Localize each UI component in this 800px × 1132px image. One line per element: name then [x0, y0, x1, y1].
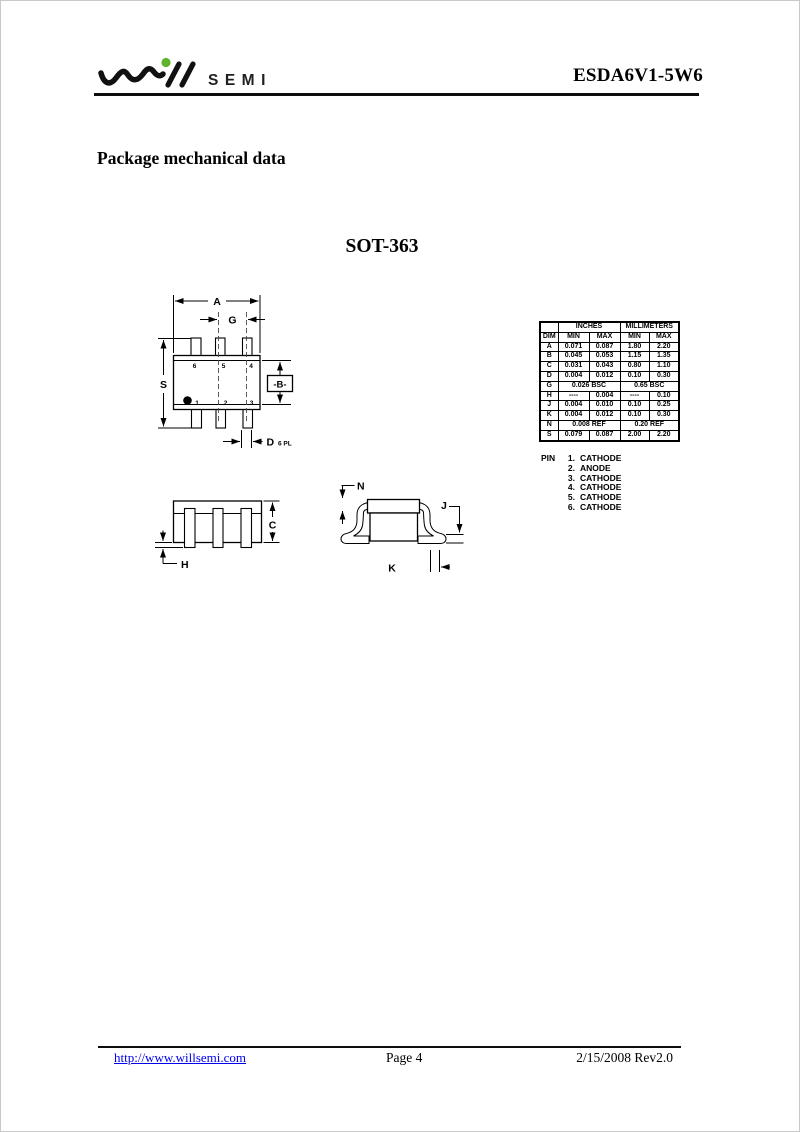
pin-list-name: ANODE	[580, 462, 611, 473]
dim-cell: D	[540, 371, 558, 381]
column-header: MIN	[620, 332, 649, 342]
dim-label-S: S	[159, 379, 168, 391]
section-title: Package mechanical data	[97, 148, 286, 168]
dim-table-row	[540, 430, 679, 440]
value-cell-span: 0.65 BSC	[620, 381, 679, 391]
value-cell: 2.00	[620, 430, 649, 440]
pin-list-name: CATHODE	[580, 472, 622, 483]
value-cell: 0.004	[558, 371, 589, 381]
logo-script-slash-1	[168, 64, 179, 85]
value-cell: 1.10	[649, 362, 679, 372]
pin-list-name: CATHODE	[580, 453, 622, 463]
package-name: SOT-363	[345, 236, 419, 257]
pin-list-prefix	[541, 503, 562, 513]
footer-page-number: Page 4	[386, 1050, 423, 1065]
dim-cell: K	[540, 411, 558, 421]
dim-table-row	[540, 362, 679, 372]
pin-list-number: 2.	[567, 462, 575, 473]
value-cell: 0.053	[589, 352, 620, 362]
value-cell: 2.20	[649, 342, 679, 352]
dim-label-G: G	[228, 314, 237, 327]
pin-list-number: 6.	[567, 501, 575, 512]
value-cell: 0.80	[620, 362, 649, 372]
part-number: ESDA6V1-5W6	[573, 65, 703, 86]
pin-number: 1	[195, 400, 199, 407]
dim-table-body	[540, 342, 679, 440]
dim-table-row	[540, 411, 679, 421]
pin-list-prefix	[541, 493, 562, 503]
column-header: MAX	[649, 332, 679, 342]
value-cell: 0.004	[558, 411, 589, 421]
pin-list-number: 5.	[567, 492, 575, 503]
pin-list-number: 3.	[567, 472, 575, 483]
dim-label-K: K	[388, 562, 396, 575]
dim-cell: A	[540, 342, 558, 352]
dim-label-C: C	[268, 519, 277, 532]
group-header-millimeters: MILLIMETERS	[620, 322, 679, 332]
dim-table-row	[540, 391, 679, 401]
front-view	[155, 501, 280, 571]
pin-list-name: CATHODE	[580, 492, 622, 503]
value-cell: 2.20	[649, 430, 679, 440]
dim-label-D: D	[266, 436, 275, 449]
pin-list-name: CATHODE	[580, 501, 622, 512]
pin-list-prefix	[541, 464, 562, 474]
value-cell: 0.004	[589, 391, 620, 401]
value-cell: ----	[620, 391, 649, 401]
table-header-row	[540, 332, 679, 342]
table-group-header-row	[540, 322, 679, 332]
value-cell-span: 0.20 REF	[620, 420, 679, 430]
value-cell-span: 0.026 BSC	[558, 381, 620, 391]
dim-label-J: J	[441, 500, 447, 512]
value-cell: ----	[558, 391, 589, 401]
value-cell: 0.004	[558, 401, 589, 411]
end-view	[341, 481, 464, 575]
dim-label-A: A	[213, 295, 221, 308]
pin-list-number: 1.	[567, 453, 575, 463]
value-cell: 0.10	[620, 411, 649, 421]
dim-table-row	[540, 352, 679, 362]
footer-url-link[interactable]: http://www.willsemi.com	[114, 1050, 247, 1065]
value-cell: 0.10	[649, 391, 679, 401]
dim-cell: C	[540, 362, 558, 372]
dimension-table	[539, 321, 680, 442]
dim-cell: H	[540, 391, 558, 401]
pin-number: 4	[249, 363, 253, 370]
value-cell: 0.012	[589, 371, 620, 381]
value-cell: 0.30	[649, 411, 679, 421]
value-cell: 0.045	[558, 352, 589, 362]
header-rule	[94, 93, 699, 96]
value-cell: 1.35	[649, 352, 679, 362]
pin-number: 2	[223, 400, 228, 407]
dim-cell: N	[540, 420, 558, 430]
value-cell: 0.10	[620, 371, 649, 381]
dim-cell: J	[540, 401, 558, 411]
logo-green-dot	[161, 58, 170, 67]
value-cell: 0.087	[589, 430, 620, 440]
value-cell: 1.15	[620, 352, 649, 362]
footer-rule	[98, 1046, 681, 1048]
value-cell: 0.071	[558, 342, 589, 352]
value-cell: 0.012	[589, 411, 620, 421]
value-cell: 0.10	[620, 401, 649, 411]
value-cell-span: 0.008 REF	[558, 420, 620, 430]
pin-assignment-list	[541, 454, 621, 513]
dim-cell: B	[540, 352, 558, 362]
value-cell: 0.25	[649, 401, 679, 411]
pin-number: 5	[221, 363, 226, 370]
dim-table-row	[540, 342, 679, 352]
willsemi-logo	[94, 56, 289, 94]
value-cell: 1.80	[620, 342, 649, 352]
value-cell: 0.043	[589, 362, 620, 372]
value-cell: 0.087	[589, 342, 620, 352]
dim-label-B: -B-	[273, 379, 287, 391]
dim-label-H: H	[181, 559, 189, 571]
logo-brand-text: SEMI	[208, 72, 272, 89]
dim-cell: G	[540, 381, 558, 391]
column-header: MIN	[558, 332, 589, 342]
footer-revision: 2/15/2008 Rev2.0	[576, 1050, 673, 1065]
logo-script-wave	[101, 69, 163, 83]
pin-list-item	[541, 503, 621, 513]
dim-cell: S	[540, 430, 558, 440]
value-cell: 0.010	[589, 401, 620, 411]
pin-list-name: CATHODE	[580, 482, 622, 493]
value-cell: 0.079	[558, 430, 589, 440]
dim-table-row	[540, 420, 679, 430]
value-cell: 0.30	[649, 371, 679, 381]
pin-list-prefix: PIN	[541, 453, 556, 463]
pin-number: 3	[249, 400, 254, 407]
group-header-inches: INCHES	[558, 322, 620, 332]
column-header: DIM	[540, 332, 558, 342]
column-header: MAX	[589, 332, 620, 342]
package-drawing	[141, 286, 481, 586]
logo-script-slash-2	[182, 64, 193, 85]
pin1-index-dot	[183, 396, 192, 405]
dim-label-D-suffix: 6 PL	[278, 440, 292, 448]
dim-table-row	[540, 371, 679, 381]
pin-list-prefix	[541, 474, 562, 484]
pin-number: 6	[192, 363, 197, 370]
corner-cell	[540, 322, 558, 332]
value-cell: 0.031	[558, 362, 589, 372]
pin-list-number: 4.	[567, 482, 575, 493]
dim-table-row	[540, 381, 679, 391]
dim-label-N: N	[357, 480, 365, 493]
top-view	[158, 295, 293, 449]
pin-list-prefix	[541, 483, 562, 493]
dim-table-row	[540, 401, 679, 411]
